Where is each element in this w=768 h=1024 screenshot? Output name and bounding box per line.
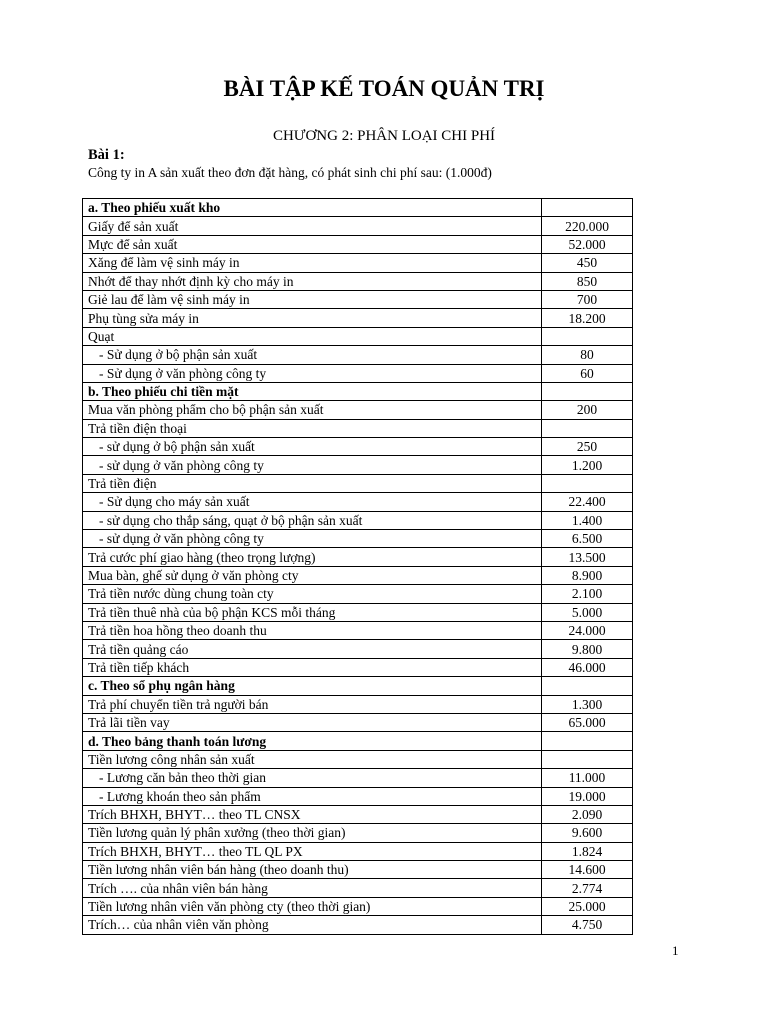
table-row xyxy=(83,621,633,639)
cost-item-label: - Lương căn bản theo thời gian xyxy=(83,769,542,787)
cost-item-value: 11.000 xyxy=(542,769,633,787)
table-row xyxy=(83,916,633,934)
cost-item-label: Trả tiền quảng cáo xyxy=(83,640,542,658)
cost-item-label: Trả tiền nước dùng chung toàn cty xyxy=(83,585,542,603)
table-row xyxy=(83,290,633,308)
cost-item-label: Trả phí chuyển tiền trả người bán xyxy=(83,695,542,713)
cost-item-value: 5.000 xyxy=(542,603,633,621)
cost-item-label: Giấy để sản xuất xyxy=(83,217,542,235)
table-row xyxy=(83,805,633,823)
section-heading: a. Theo phiếu xuất kho xyxy=(83,199,542,217)
cost-item-label: Trích… của nhân viên văn phòng xyxy=(83,916,542,934)
cost-item-value: 25.000 xyxy=(542,897,633,915)
cost-item-label: Tiền lương nhân viên bán hàng (theo doanh thu) xyxy=(83,861,542,879)
cost-item-value: 220.000 xyxy=(542,217,633,235)
table-row xyxy=(83,438,633,456)
cost-item-label: Trả tiền hoa hồng theo doanh thu xyxy=(83,621,542,639)
chapter-title: CHƯƠNG 2: PHÂN LOẠI CHI PHÍ xyxy=(272,128,496,144)
cost-item-label: Trả tiền điện thoại xyxy=(83,419,542,437)
cost-item-value: 60 xyxy=(542,364,633,382)
table-row xyxy=(83,346,633,364)
table-row xyxy=(83,640,633,658)
exercise-label: Bài 1: xyxy=(88,147,125,163)
table-row xyxy=(83,456,633,474)
cost-item-value: 9.600 xyxy=(542,824,633,842)
cost-item-value: 200 xyxy=(542,401,633,419)
table-row xyxy=(83,824,633,842)
table-section-row xyxy=(83,199,633,217)
cost-item-value xyxy=(542,750,633,768)
section-heading: b. Theo phiếu chi tiền mặt xyxy=(83,382,542,400)
cost-item-value: 2.090 xyxy=(542,805,633,823)
cost-item-label: Nhớt để thay nhớt định kỳ cho máy in xyxy=(83,272,542,290)
table-row xyxy=(83,364,633,382)
cost-item-label: Tiền lương nhân viên văn phòng cty (theo thời gian) xyxy=(83,897,542,915)
cost-item-label: - Sử dụng cho máy sản xuất xyxy=(83,493,542,511)
table-row xyxy=(83,566,633,584)
table-row xyxy=(83,309,633,327)
cost-item-label: Giẻ lau để làm vệ sinh máy in xyxy=(83,290,542,308)
cost-item-value: 46.000 xyxy=(542,658,633,676)
cost-item-value: 24.000 xyxy=(542,621,633,639)
table-row xyxy=(83,842,633,860)
cost-item-value: 13.500 xyxy=(542,548,633,566)
cost-item-label: Trích …. của nhân viên bán hàng xyxy=(83,879,542,897)
cost-item-value: 18.200 xyxy=(542,309,633,327)
cost-item-label: Tiền lương quản lý phân xưởng (theo thời gian) xyxy=(83,824,542,842)
cost-item-label: Quạt xyxy=(83,327,542,345)
table-row xyxy=(83,401,633,419)
cost-item-label: Mực để sản xuất xyxy=(83,235,542,253)
cost-item-value: 1.400 xyxy=(542,511,633,529)
section-heading: d. Theo bảng thanh toán lương xyxy=(83,732,542,750)
cost-table-body xyxy=(83,199,633,935)
cost-item-label: Trả tiền tiếp khách xyxy=(83,658,542,676)
cost-item-value xyxy=(542,732,633,750)
cost-item-value: 14.600 xyxy=(542,861,633,879)
cost-item-value: 4.750 xyxy=(542,916,633,934)
cost-item-value: 2.774 xyxy=(542,879,633,897)
cost-item-label: - sử dụng ở văn phòng công ty xyxy=(83,530,542,548)
cost-item-label: Xăng để làm vệ sinh máy in xyxy=(83,254,542,272)
cost-item-value: 1.300 xyxy=(542,695,633,713)
cost-item-label: Trả tiền thuê nhà của bộ phận KCS mỗi tháng xyxy=(83,603,542,621)
cost-item-value: 6.500 xyxy=(542,530,633,548)
table-section-row xyxy=(83,382,633,400)
table-row xyxy=(83,217,633,235)
cost-item-label: Mua bàn, ghế sử dụng ở văn phòng cty xyxy=(83,566,542,584)
cost-item-label: - sử dụng ở văn phòng công ty xyxy=(83,456,542,474)
table-row xyxy=(83,548,633,566)
cost-item-value xyxy=(542,327,633,345)
table-section-row xyxy=(83,677,633,695)
table-row xyxy=(83,603,633,621)
cost-item-label: - sử dụng ở bộ phận sản xuất xyxy=(83,438,542,456)
cost-item-value: 450 xyxy=(542,254,633,272)
cost-item-label: - Sử dụng ở bộ phận sản xuất xyxy=(83,346,542,364)
cost-item-label: Trả lãi tiền vay xyxy=(83,713,542,731)
page-title: BÀI TẬP KẾ TOÁN QUẢN TRỊ xyxy=(223,76,545,101)
cost-item-label: Phụ tùng sửa máy in xyxy=(83,309,542,327)
cost-item-label: Trích BHXH, BHYT… theo TL CNSX xyxy=(83,805,542,823)
cost-item-label: Trích BHXH, BHYT… theo TL QL PX xyxy=(83,842,542,860)
cost-item-value: 80 xyxy=(542,346,633,364)
cost-item-label: - Lương khoán theo sản phẩm xyxy=(83,787,542,805)
cost-item-label: Mua văn phòng phẩm cho bộ phận sản xuất xyxy=(83,401,542,419)
cost-item-label: - sử dụng cho thắp sáng, quạt ở bộ phận sản xuất xyxy=(83,511,542,529)
table-section-row xyxy=(83,732,633,750)
cost-item-label: - Sử dụng ở văn phòng công ty xyxy=(83,364,542,382)
table-row xyxy=(83,861,633,879)
cost-item-value: 700 xyxy=(542,290,633,308)
table-row xyxy=(83,695,633,713)
cost-item-value: 65.000 xyxy=(542,713,633,731)
intro-text: Công ty in A sản xuất theo đơn đặt hàng, có phát sinh chi phí sau: (1.000đ) xyxy=(88,165,492,180)
cost-item-value xyxy=(542,199,633,217)
page-number: 1 xyxy=(672,943,679,958)
table-row xyxy=(83,769,633,787)
cost-item-value xyxy=(542,419,633,437)
cost-item-value: 8.900 xyxy=(542,566,633,584)
table-row xyxy=(83,493,633,511)
table-row xyxy=(83,585,633,603)
cost-item-value: 1.200 xyxy=(542,456,633,474)
table-row xyxy=(83,713,633,731)
table-row xyxy=(83,254,633,272)
cost-item-value: 850 xyxy=(542,272,633,290)
cost-table xyxy=(82,198,633,935)
table-row xyxy=(83,658,633,676)
cost-item-value xyxy=(542,474,633,492)
cost-item-value: 19.000 xyxy=(542,787,633,805)
cost-item-value: 22.400 xyxy=(542,493,633,511)
table-row xyxy=(83,530,633,548)
cost-item-label: Tiền lương công nhân sản xuất xyxy=(83,750,542,768)
cost-item-value: 250 xyxy=(542,438,633,456)
cost-item-value: 52.000 xyxy=(542,235,633,253)
table-row xyxy=(83,235,633,253)
table-row xyxy=(83,272,633,290)
cost-item-value: 1.824 xyxy=(542,842,633,860)
cost-item-value: 2.100 xyxy=(542,585,633,603)
cost-item-value xyxy=(542,677,633,695)
table-row xyxy=(83,879,633,897)
table-row xyxy=(83,897,633,915)
cost-item-label: Trả cước phí giao hàng (theo trọng lượng) xyxy=(83,548,542,566)
section-heading: c. Theo sổ phụ ngân hàng xyxy=(83,677,542,695)
cost-item-value xyxy=(542,382,633,400)
table-row xyxy=(83,419,633,437)
table-row xyxy=(83,787,633,805)
table-row xyxy=(83,750,633,768)
cost-item-label: Trả tiền điện xyxy=(83,474,542,492)
cost-item-value: 9.800 xyxy=(542,640,633,658)
table-row xyxy=(83,327,633,345)
table-row xyxy=(83,511,633,529)
table-row xyxy=(83,474,633,492)
